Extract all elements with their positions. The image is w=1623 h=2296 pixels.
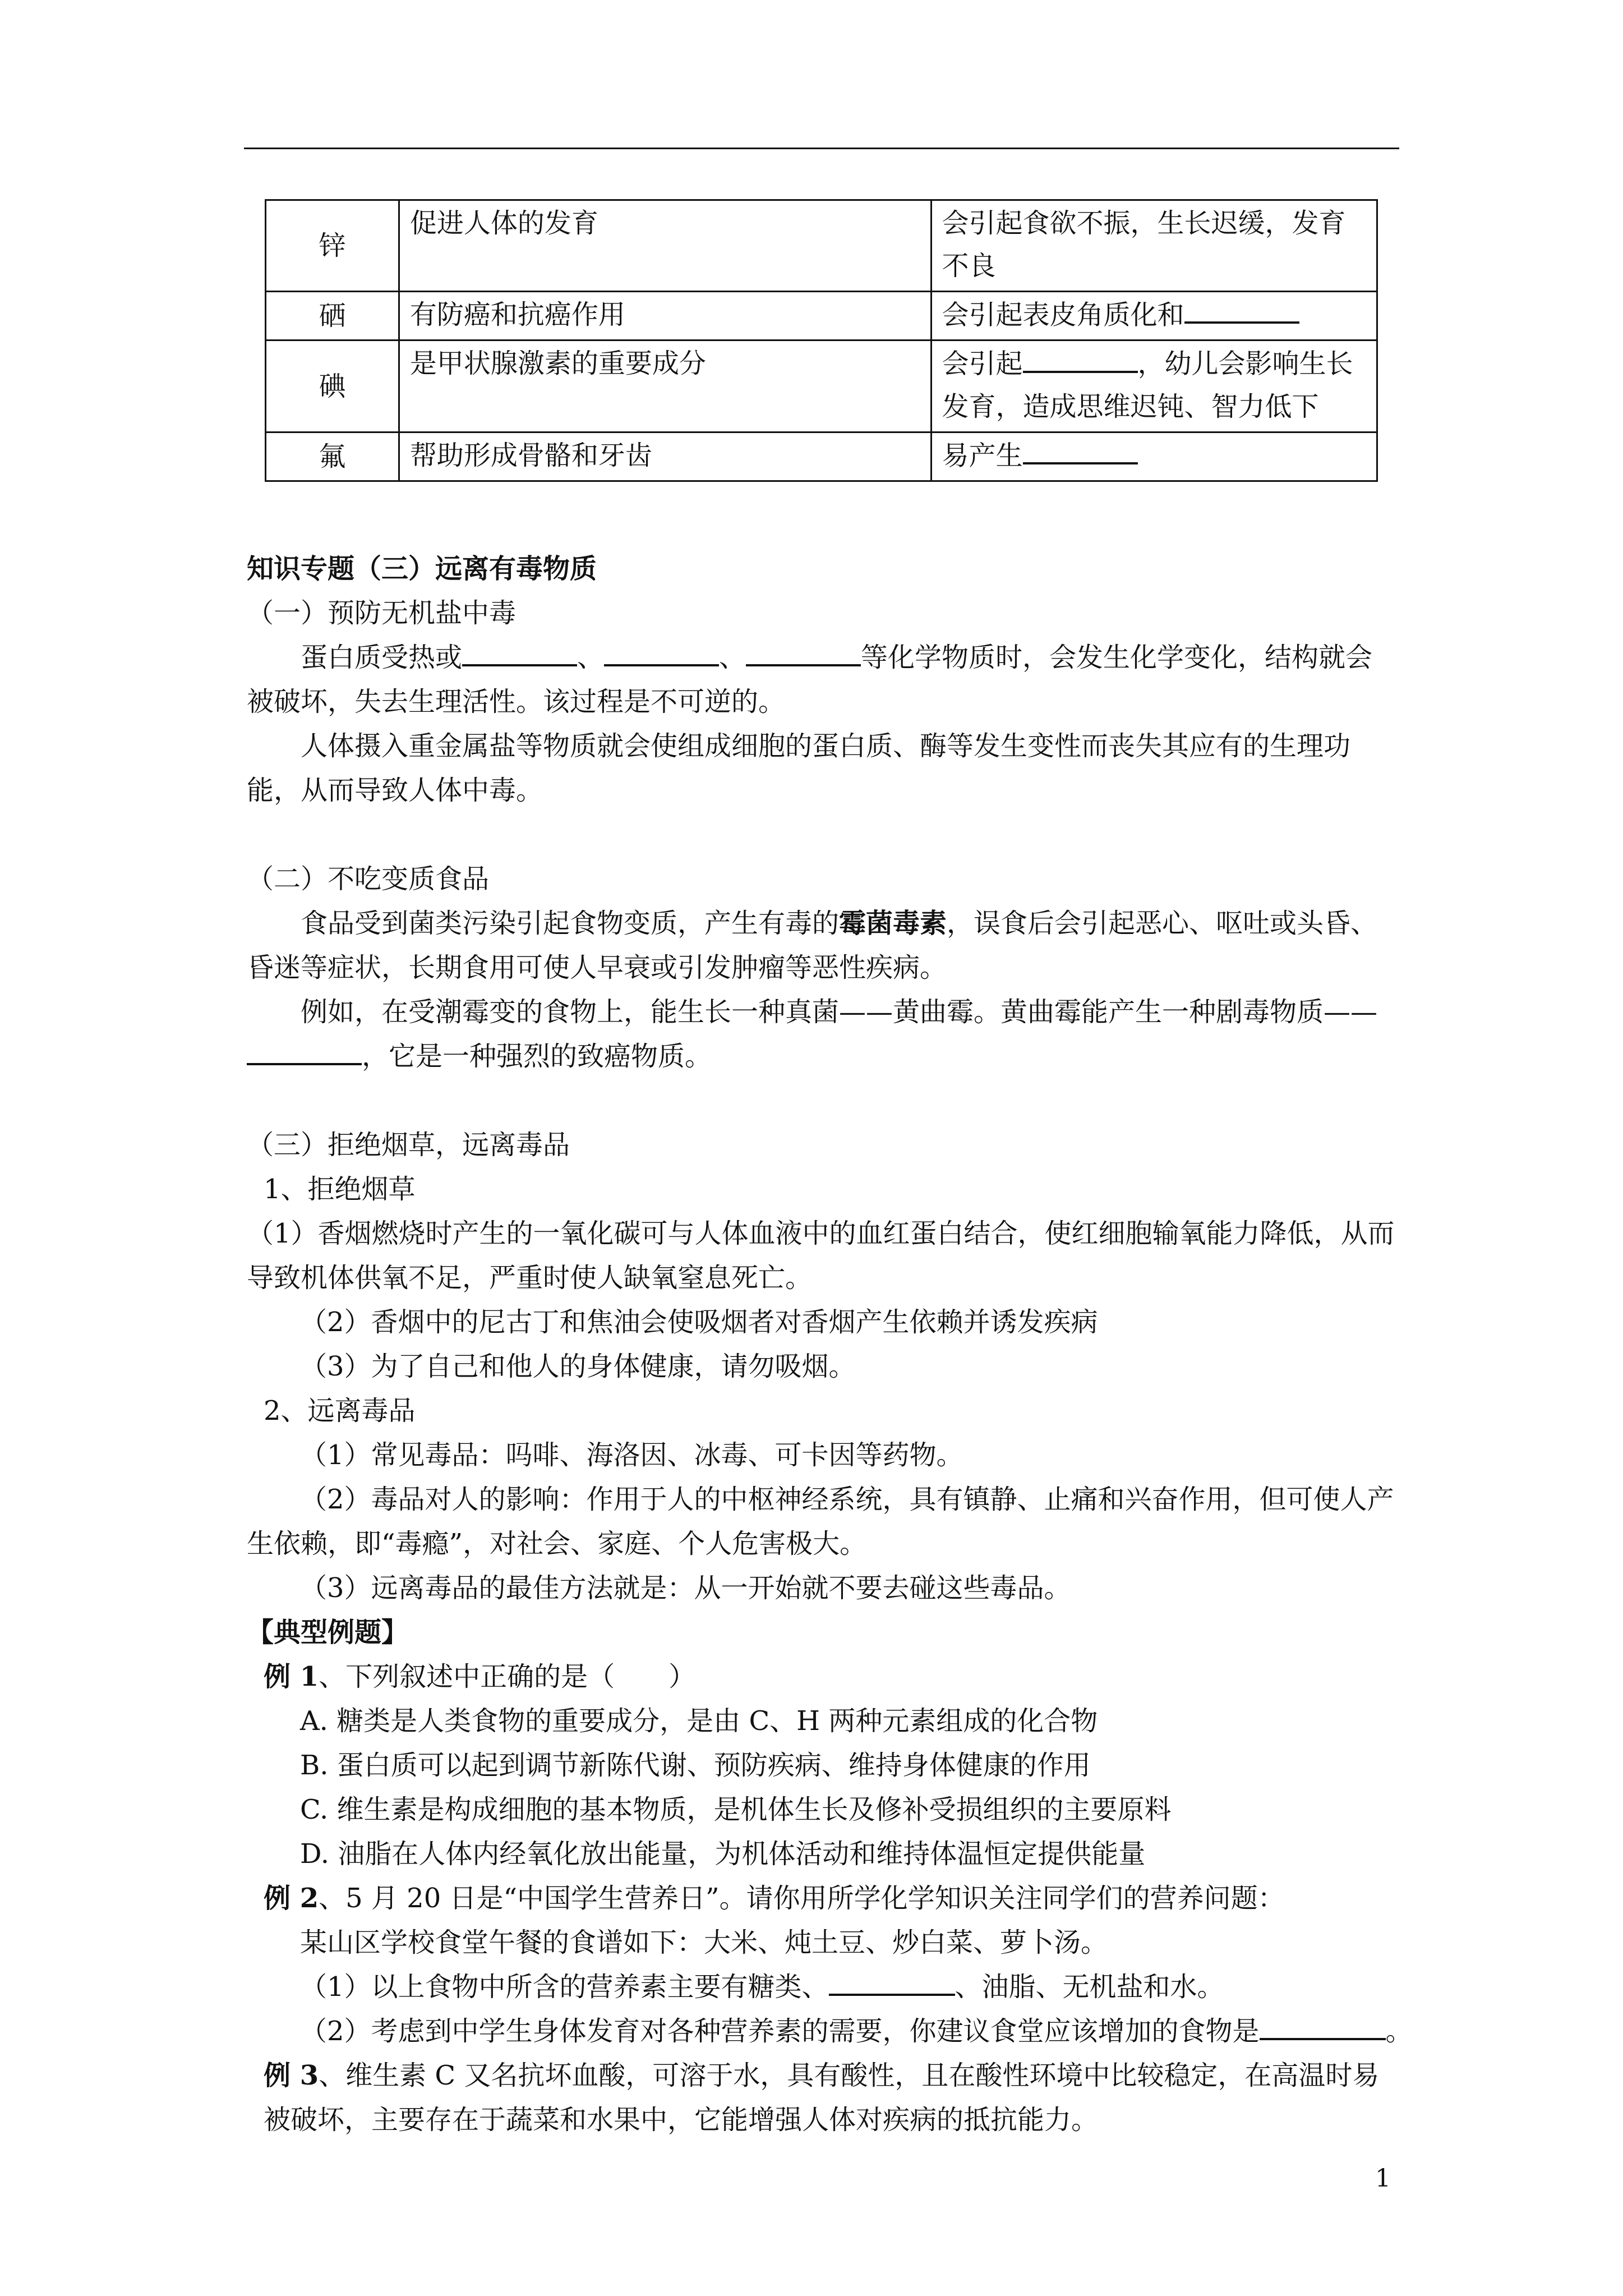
question-text: 、油脂、无机盐和水。 [955,1971,1224,2003]
list-item: （2）毒品对人的影响：作用于人的中枢神经系统，具有镇静、止痛和兴奋作用，但可使人产生依赖，即“毒瘾”，对社会、家庭、个人危害极大。 [247,1484,1394,1559]
list-item: （3）远离毒品的最佳方法就是：从一开始就不要去碰这些毒品。 [300,1572,1071,1604]
paragraph-text: ，误食后会引起恶心、呕吐或头昏、昏迷等症状，长期食用可使人早衰或引发肿瘤等恶性疾病。 [247,908,1378,983]
deficiency-cell [931,432,1377,481]
subsection-heading: （三）拒绝烟草，远离毒品 [247,1129,570,1161]
fill-blank[interactable] [1184,293,1299,324]
sub-question [247,1965,1399,2009]
example-label: 例 3 [264,2060,319,2091]
table-row [266,200,1377,292]
trace-elements-table [265,199,1378,482]
fill-blank[interactable] [1023,434,1138,464]
fill-blank[interactable] [746,636,861,666]
list-item: （1）常见毒品：吗啡、海洛因、冰毒、可卡因等药物。 [300,1439,963,1471]
table-row [266,341,1377,432]
choice-c: C. 维生素是构成细胞的基本物质，是机体生长及修补受损组织的主要原料 [300,1794,1172,1825]
sub-question [247,2009,1413,2054]
question-text: 、下列叙述中正确的是（ ） [319,1661,696,1692]
fill-blank[interactable] [829,1966,955,1996]
example-label: 例 2 [264,1883,319,1914]
table-row [266,292,1377,341]
deficiency-text: ，幼儿会影响生长发育，造成思维迟钝、智力低下 [942,348,1353,422]
example-question [247,2054,1399,2142]
list-item: （3）为了自己和他人的身体健康，请勿吸烟。 [300,1351,856,1382]
paragraph-text: 、 [719,642,746,673]
paragraph [247,901,1399,990]
deficiency-text: 会引起 [942,348,1023,380]
bold-term: 霉菌毒素 [839,908,947,939]
list-item: （1）香烟燃烧时产生的一氧化碳可与人体血液中的血红蛋白结合，使红细胞输氧能力降低，从而导致机体供氧不足，严重时使人缺氧窒息死亡。 [247,1218,1395,1294]
question-text: 某山区学校食堂午餐的食谱如下：大米、炖土豆、炒白菜、萝卜汤。 [300,1927,1108,1958]
fill-blank[interactable] [604,636,719,666]
paragraph: 人体摄入重金属盐等物质就会使组成细胞的蛋白质、酶等发生变性而丧失其应有的生理功能，从而导致人体中毒。 [247,730,1351,806]
question-text: （2）考虑到中学生身体发育对各种营养素的需要，你建议食堂应该增加的食物是 [300,2016,1260,2047]
example-question [247,1655,1399,1699]
element-cell: 碘 [266,341,399,432]
table-row [266,432,1377,481]
deficiency-cell [931,292,1377,341]
fill-blank[interactable] [462,636,577,666]
subsection-heading: （二）不吃变质食品 [247,863,490,895]
spacer [247,813,1399,857]
examples-title: 【典型例题】 [247,1617,409,1648]
question-text: 、5 月 20 日是“中国学生营养日”。请你用所学化学知识关注同学们的营养问题： [319,1883,1285,1914]
question-text: （1）以上食物中所含的营养素主要有糖类、 [300,1971,829,2003]
paragraph-text: 蛋白质受热或 [301,642,463,673]
header-rule [244,148,1399,149]
fill-blank[interactable] [1023,342,1138,372]
function-cell: 是甲状腺激素的重要成分 [399,341,931,432]
section-title: 知识专题（三）远离有毒物质 [247,553,597,585]
list-heading: 2、远离毒品 [264,1395,416,1427]
paragraph-text: ，它是一种强烈的致癌物质。 [362,1041,712,1072]
function-cell: 帮助形成骨骼和牙齿 [399,432,931,481]
function-cell: 促进人体的发育 [399,200,931,292]
element-cell: 硒 [266,292,399,341]
deficiency-text: 会引起表皮角质化和 [942,299,1184,331]
example-question [247,1876,1399,1921]
deficiency-cell [931,341,1377,432]
deficiency-cell: 会引起食欲不振，生长迟缓，发育不良 [931,200,1377,292]
paragraph-text: 等化学物质时，会发生化学变化，结构就会被破坏，失去生理活性。该过程是不可逆的。 [247,642,1373,717]
paragraph-text: 食品受到菌类污染引起食物变质，产生有毒的 [301,908,840,939]
element-cell: 锌 [266,200,399,292]
fill-blank[interactable] [247,1035,362,1065]
choice-d: D. 油脂在人体内经氧化放出能量，为机体活动和维持体温恒定提供能量 [300,1838,1146,1870]
choice-a: A. 糖类是人类食物的重要成分，是由 C、H 两种元素组成的化合物 [300,1705,1098,1737]
fill-blank[interactable] [1260,2010,1386,2040]
question-text: 、维生素 C 又名抗坏血酸，可溶于水，具有酸性，且在酸性环境中比较稳定，在高温时易被破坏，主要存在于蔬菜和水果中，它能增强人体对疾病的抵抗能力。 [264,2060,1380,2136]
page-number: 1 [1375,2164,1391,2193]
subsection-heading: （一）预防无机盐中毒 [247,597,517,629]
deficiency-text: 易产生 [942,440,1023,472]
example-label: 例 1 [264,1661,319,1692]
paragraph [247,990,1399,1079]
list-heading: 1、拒绝烟草 [264,1174,416,1205]
question-text: 。 [1385,2016,1413,2047]
choice-b: B. 蛋白质可以起到调节新陈代谢、预防疾病、维持身体健康的作用 [300,1750,1091,1781]
paragraph-text: 例如，在受潮霉变的食物上，能生长一种真菌——黄曲霉。黄曲霉能产生一种剧毒物质—— [301,996,1378,1028]
main-content [247,547,1413,2142]
paragraph-text: 、 [577,642,605,673]
spacer [247,1079,1399,1123]
list-item: （2）香烟中的尼古丁和焦油会使吸烟者对香烟产生依赖并诱发疾病 [300,1306,1098,1338]
function-cell: 有防癌和抗癌作用 [399,292,931,341]
element-cell: 氟 [266,432,399,481]
paragraph [247,636,1399,724]
